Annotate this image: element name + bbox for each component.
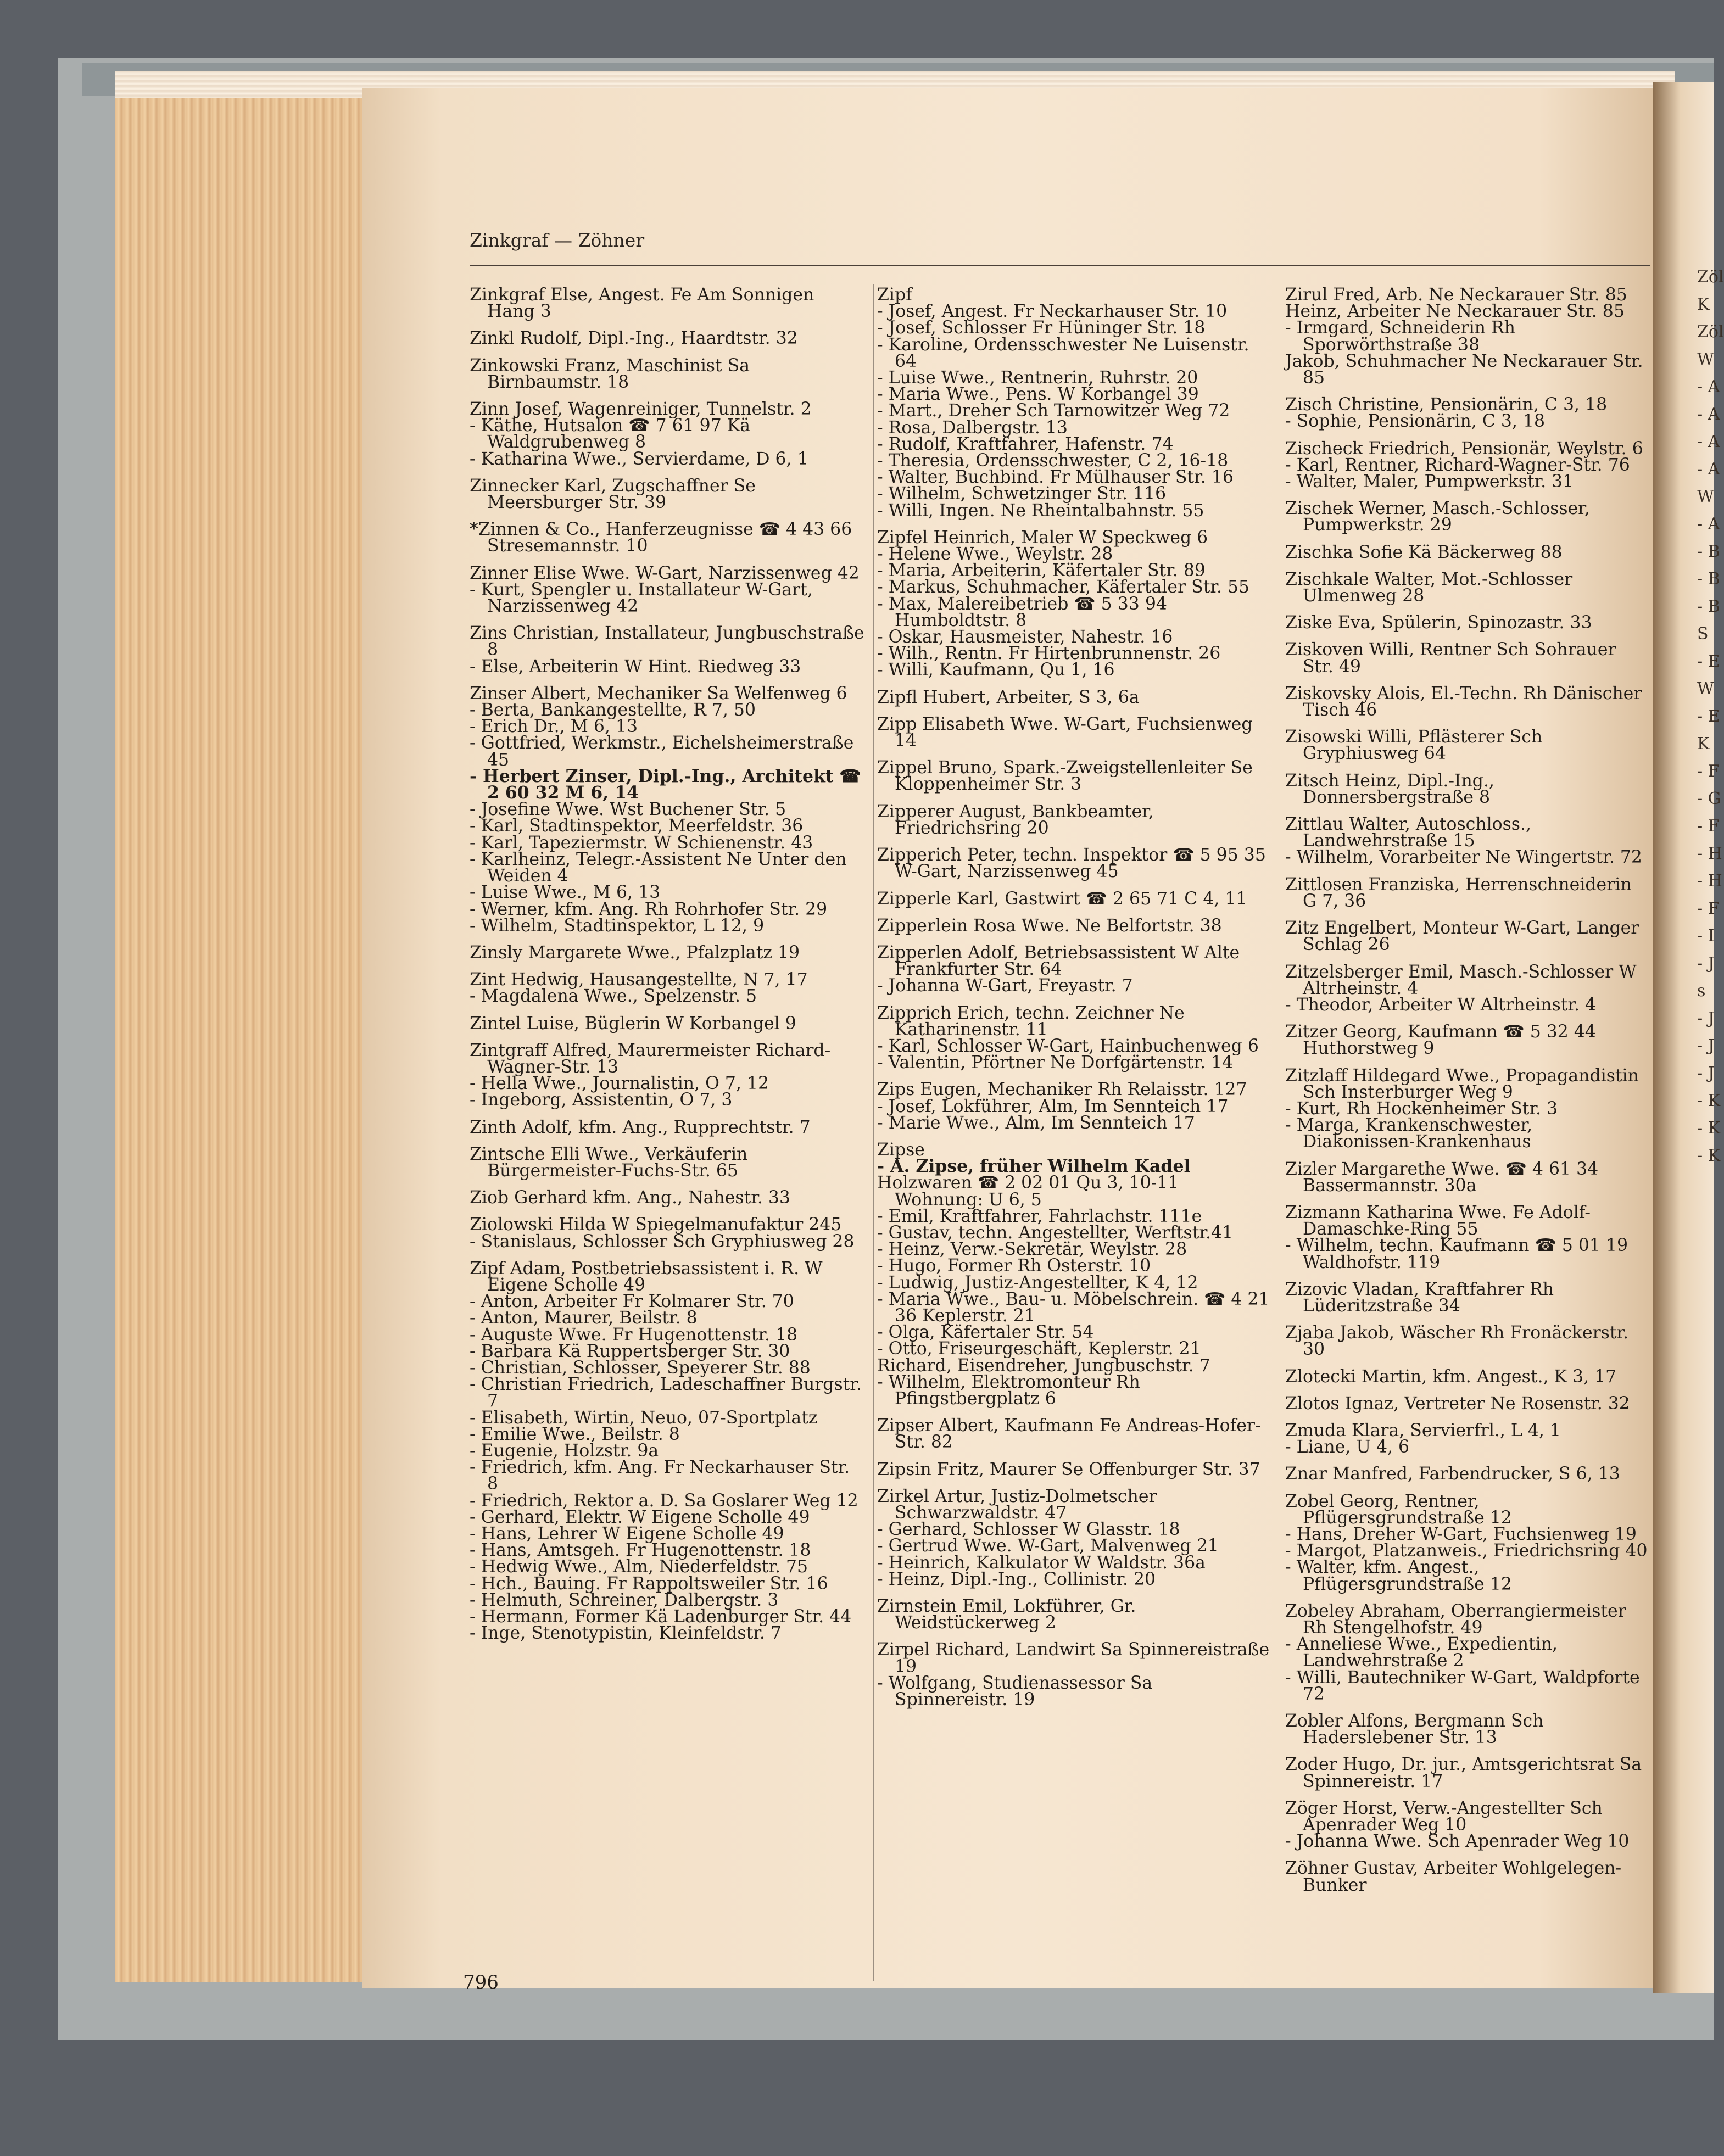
directory-entry: - Hermann, Former Kä Ladenburger Str. 44 xyxy=(470,1607,852,1627)
facing-page-line: - B xyxy=(1697,569,1720,589)
directory-entry: - Marga, Krankenschwester, Diakonissen-Krankenhaus xyxy=(1285,1115,1533,1152)
directory-entry: - Friedrich, Rektor a. D. Sa Goslarer Weg 12 xyxy=(470,1490,858,1511)
directory-entry: - Karl, Rentner, Richard-Wagner-Str. 76 xyxy=(1285,455,1630,475)
directory-entry: - Max, Malereibetrieb ☎ 5 33 94 Humboldtstr. 8 xyxy=(877,594,1167,630)
directory-entry: - Gerhard, Elektr. W Eigene Scholle 49 xyxy=(470,1507,810,1527)
column-divider xyxy=(873,284,874,1981)
directory-entry: Zitzelsberger Emil, Masch.-Schlosser W Altrheinstr. 4 xyxy=(1285,962,1637,998)
directory-entry: - Hella Wwe., Journalistin, O 7, 12 xyxy=(470,1074,769,1094)
directory-entry: Zmuda Klara, Servierfrl., L 4, 1 xyxy=(1285,1420,1561,1440)
directory-entry: Zirkel Artur, Justiz-Dolmetscher Schwarzwaldstr. 47 xyxy=(877,1486,1157,1523)
directory-entry: - Marie Wwe., Alm, Im Sennteich 17 xyxy=(877,1113,1195,1133)
directory-entry: Zlotos Ignaz, Vertreter Ne Rosenstr. 32 xyxy=(1285,1393,1630,1414)
directory-entry: Zitzlaff Hildegard Wwe., Propagandistin Sch Insterburger Weg 9 xyxy=(1285,1065,1639,1102)
page-edges xyxy=(115,88,373,1982)
directory-entry: - Käthe, Hutsalon ☎ 7 61 97 Kä Waldgrubenweg 8 xyxy=(470,416,751,453)
directory-entry: Heinz, Arbeiter Ne Neckarauer Str. 85 xyxy=(1285,301,1625,322)
facing-page-line: - A xyxy=(1697,460,1720,479)
directory-entry: Zintel Luise, Büglerin W Korbangel 9 xyxy=(470,1013,796,1034)
directory-entry: Zirnstein Emil, Lokführer, Gr. Weidstückerweg 2 xyxy=(877,1596,1136,1633)
directory-entry: Zirpel Richard, Landwirt Sa Spinnereistraße 19 xyxy=(877,1640,1270,1677)
directory-entry: - Erich Dr., M 6, 13 xyxy=(470,717,638,737)
facing-page-line: - H xyxy=(1697,872,1722,891)
facing-page-fragment xyxy=(1697,264,1724,1911)
directory-entry: - Wilhelm, Vorarbeiter Ne Wingertstr. 72 xyxy=(1285,847,1642,868)
directory-entry: - Heinz, Dipl.-Ing., Collinistr. 20 xyxy=(877,1569,1156,1589)
directory-entry: Zippel Bruno, Spark.-Zweigstellenleiter Se Kloppenheimer Str. 3 xyxy=(877,758,1253,795)
directory-entry: - Otto, Friseurgeschäft, Keplerstr. 21 xyxy=(877,1339,1201,1359)
header-rule xyxy=(470,265,1650,266)
facing-page-line: - K xyxy=(1697,1091,1721,1110)
facing-page-line: - A xyxy=(1697,432,1720,451)
directory-entry: - Theresia, Ordensschwester, C 2, 16-18 xyxy=(877,451,1229,471)
directory-entry: - Hugo, Former Rh Osterstr. 10 xyxy=(877,1256,1151,1276)
directory-entry: - Gottfried, Werkmstr., Eichelsheimerstraße 45 xyxy=(470,733,854,770)
directory-entry: - Emilie Wwe., Beilstr. 8 xyxy=(470,1424,680,1444)
facing-page-line: - J xyxy=(1697,954,1715,973)
directory-entry: Zischeck Friedrich, Pensionär, Weylstr. 6 xyxy=(1285,438,1643,459)
facing-page-line: S xyxy=(1697,624,1709,644)
directory-entry: - Hans, Dreher W-Gart, Fuchsienweg 19 xyxy=(1285,1524,1637,1544)
directory-column-3 xyxy=(1285,287,1648,1894)
directory-entry: Zint Hedwig, Hausangestellte, N 7, 17 xyxy=(470,970,808,990)
directory-entry: Zobeley Abraham, Oberrangiermeister Rh Stengelhofstr. 49 xyxy=(1285,1601,1626,1638)
directory-entry: - Kurt, Spengler u. Installateur W-Gart, Narzissenweg 42 xyxy=(470,579,813,617)
directory-entry: - Eugenie, Holzstr. 9a xyxy=(470,1440,659,1461)
directory-entry: Zipfl Hubert, Arbeiter, S 3, 6a xyxy=(877,687,1140,707)
directory-entry: - Heinrich, Kalkulator W Waldstr. 36a xyxy=(877,1552,1206,1573)
directory-entry: Zipp Elisabeth Wwe. W-Gart, Fuchsienweg 14 xyxy=(877,714,1253,751)
facing-page-line: - K xyxy=(1697,1119,1721,1138)
directory-entry: - Hans, Amtsgeh. Fr Hugenottenstr. 18 xyxy=(470,1540,811,1561)
directory-entry: - Margot, Platzanweis., Friedrichsring 40 xyxy=(1285,1541,1648,1561)
facing-page-line: - H xyxy=(1697,844,1722,863)
directory-entry: - Christian Friedrich, Ladeschaffner Burgstr. 7 xyxy=(470,1375,862,1411)
facing-page-line: W xyxy=(1697,487,1714,506)
directory-entry: - Herbert Zinser, Dipl.-Ing., Architekt ☎ 2 60 32 M 6, 14 xyxy=(470,766,861,803)
directory-entry: - Josef, Lokführer, Alm, Im Sennteich 17 xyxy=(877,1096,1229,1116)
directory-entry: - Karl, Schlosser W-Gart, Hainbuchenweg 6 xyxy=(877,1036,1259,1056)
directory-entry: Zipsin Fritz, Maurer Se Offenburger Str. 37 xyxy=(877,1459,1260,1479)
directory-entry: Zipperle Karl, Gastwirt ☎ 2 65 71 C 4, 11 xyxy=(877,889,1247,909)
directory-column-1 xyxy=(470,285,865,1644)
directory-entry: - Walter, kfm. Angest., Pflügersgrundstraße 12 xyxy=(1285,1557,1512,1594)
facing-page-line: Zöl xyxy=(1697,267,1724,287)
directory-entry: - Magdalena Wwe., Spelzenstr. 5 xyxy=(470,986,757,1007)
directory-entry: - Wilhelm, Schwetzinger Str. 116 xyxy=(877,484,1167,504)
directory-entry: - Hedwig Wwe., Alm, Niederfeldstr. 75 xyxy=(470,1557,808,1577)
directory-entry: - Olga, Käfertaler Str. 54 xyxy=(877,1322,1094,1343)
directory-entry: - Wilhelm, Stadtinspektor, L 12, 9 xyxy=(470,915,765,936)
facing-page-line: - F xyxy=(1697,817,1720,836)
running-head: Zinkgraf — Zöhner xyxy=(470,230,645,251)
directory-entry: Zipf xyxy=(877,285,912,305)
directory-entry: Zjaba Jakob, Wäscher Rh Fronäckerstr. 30 xyxy=(1285,1323,1629,1360)
directory-entry: Zipfel Heinrich, Maler W Speckweg 6 xyxy=(877,527,1208,548)
facing-page-line: - A xyxy=(1697,405,1720,424)
directory-entry: Zintgraff Alfred, Maurermeister Richard-Wagner-Str. 13 xyxy=(470,1040,831,1077)
directory-entry: - Johanna Wwe. Sch Apenrader Weg 10 xyxy=(1285,1831,1630,1852)
facing-page-line: - J xyxy=(1697,1009,1715,1028)
directory-entry: Zisch Christine, Pensionärin, C 3, 18 xyxy=(1285,395,1608,415)
directory-entry: Ziob Gerhard kfm. Ang., Nahestr. 33 xyxy=(470,1188,790,1208)
directory-entry: - Markus, Schuhmacher, Käfertaler Str. 55 xyxy=(877,577,1250,597)
directory-entry: Richard, Eisendreher, Jungbuschstr. 7 xyxy=(877,1355,1210,1376)
directory-entry: Zizmann Katharina Wwe. Fe Adolf-Damaschke-Ring 55 xyxy=(1285,1202,1591,1239)
directory-entry: - Josefine Wwe. Wst Buchener Str. 5 xyxy=(470,800,786,820)
directory-entry: Zinner Elise Wwe. W-Gart, Narzissenweg 42 xyxy=(470,563,860,583)
directory-entry: - Oskar, Hausmeister, Nahestr. 16 xyxy=(877,627,1173,647)
directory-entry: - Karoline, Ordensschwester Ne Luisenstr. 64 xyxy=(877,334,1249,371)
directory-entry: Ziskovsky Alois, El.-Techn. Rh Dänischer Tisch 46 xyxy=(1285,683,1642,720)
directory-entry: Zisowski Willi, Pflästerer Sch Gryphiusweg 64 xyxy=(1285,727,1543,764)
directory-entry: - Anton, Maurer, Beilstr. 8 xyxy=(470,1308,698,1328)
directory-column-2 xyxy=(877,287,1270,1708)
directory-entry: Zipprich Erich, techn. Zeichner Ne Katharinenstr. 11 xyxy=(877,1003,1185,1040)
directory-entry: - Walter, Maler, Pumpwerkstr. 31 xyxy=(1285,472,1574,492)
directory-entry: - Walter, Buchbind. Fr Mülhauser Str. 16 xyxy=(877,467,1234,488)
directory-entry: - Mart., Dreher Sch Tarnowitzer Weg 72 xyxy=(877,401,1230,421)
directory-entry: - Hch., Bauing. Fr Rappoltsweiler Str. 16 xyxy=(470,1573,828,1594)
directory-entry: Holzwaren ☎ 2 02 01 Qu 3, 10-11 Wohnung: U 6, 5 xyxy=(877,1173,1179,1210)
directory-entry: Ziske Eva, Spülerin, Spinozastr. 33 xyxy=(1285,613,1592,633)
directory-entry: Zipperich Peter, techn. Inspektor ☎ 5 95 35 W-Gart, Narzissenweg 45 xyxy=(877,845,1266,882)
facing-page-line: - A xyxy=(1697,515,1720,534)
directory-entry: - Maria, Arbeiterin, Käfertaler Str. 89 xyxy=(877,561,1206,581)
facing-page-line: Zöl xyxy=(1697,322,1724,342)
page-number: 796 xyxy=(463,1971,499,1993)
directory-entry: - Sophie, Pensionärin, C 3, 18 xyxy=(1285,411,1546,432)
facing-page-line: - E xyxy=(1697,652,1720,671)
directory-entry: Zinth Adolf, kfm. Ang., Rupprechtstr. 7 xyxy=(470,1117,811,1137)
directory-entry: - Willi, Kaufmann, Qu 1, 16 xyxy=(877,660,1115,680)
directory-entry: - Katharina Wwe., Servierdame, D 6, 1 xyxy=(470,449,808,469)
directory-entry: Zintsche Elli Wwe., Verkäuferin Bürgermeister-Fuchs-Str. 65 xyxy=(470,1144,748,1181)
directory-entry: - Luise Wwe., M 6, 13 xyxy=(470,882,661,903)
directory-entry: - Auguste Wwe. Fr Hugenottenstr. 18 xyxy=(470,1325,798,1345)
directory-entry: - Christian, Schlosser, Speyerer Str. 88 xyxy=(470,1358,811,1378)
directory-entry: Zischek Werner, Masch.-Schlosser, Pumpwerkstr. 29 xyxy=(1285,499,1590,535)
facing-page-line: - I xyxy=(1697,926,1715,946)
directory-entry: - Wolfgang, Studienassessor Sa Spinnereistr. 19 xyxy=(877,1673,1153,1710)
facing-page-line: - B xyxy=(1697,597,1720,616)
directory-entry: Zizovic Vladan, Kraftfahrer Rh Lüderitzstraße 34 xyxy=(1285,1279,1554,1316)
directory-entry: - Irmgard, Schneiderin Rh Sporwörthstraße 38 xyxy=(1285,318,1515,355)
directory-entry: Zitz Engelbert, Monteur W-Gart, Langer Schlag 26 xyxy=(1285,918,1639,955)
facing-page-line: - F xyxy=(1697,762,1720,781)
directory-entry: Zittlau Walter, Autoschloss., Landwehrstraße 15 xyxy=(1285,814,1531,851)
directory-entry: Zobler Alfons, Bergmann Sch Haderslebener Str. 13 xyxy=(1285,1711,1544,1748)
directory-entry: - Barbara Kä Ruppertsberger Str. 30 xyxy=(470,1341,790,1361)
directory-entry: Zitsch Heinz, Dipl.-Ing., Donnersbergstraße 8 xyxy=(1285,770,1494,807)
directory-entry: - Wilhelm, Elektromonteur Rh Pfingstbergplatz 6 xyxy=(877,1372,1140,1409)
directory-entry: - Heinz, Verw.-Sekretär, Weylstr. 28 xyxy=(877,1239,1187,1260)
directory-entry: - Ingeborg, Assistentin, O 7, 3 xyxy=(470,1090,733,1110)
directory-entry: Znar Manfred, Farbendrucker, S 6, 13 xyxy=(1285,1464,1620,1484)
facing-page-line: K xyxy=(1697,734,1710,753)
directory-entry: - Gustav, techn. Angestellter, Werftstr.41 xyxy=(877,1222,1234,1243)
directory-entry: Jakob, Schuhmacher Ne Neckarauer Str. 85 xyxy=(1285,351,1643,388)
directory-entry: - Hans, Lehrer W Eigene Scholle 49 xyxy=(470,1524,784,1544)
directory-entry: Zinn Josef, Wagenreiniger, Tunnelstr. 2 xyxy=(470,399,812,420)
facing-page-line: W xyxy=(1697,679,1714,699)
directory-entry: Zipperlein Rosa Wwe. Ne Belfortstr. 38 xyxy=(877,915,1222,936)
directory-entry: - Anton, Arbeiter Fr Kolmarer Str. 70 xyxy=(470,1292,794,1312)
directory-entry: - Karlheinz, Telegr.-Assistent Ne Unter den Weiden 4 xyxy=(470,849,847,886)
directory-entry: - Karl, Tapeziermstr. W Schienenstr. 43 xyxy=(470,833,813,853)
directory-entry: Ziolowski Hilda W Spiegelmanufaktur 245 xyxy=(470,1215,842,1235)
facing-page-line: - A xyxy=(1697,377,1720,396)
directory-entry: - A. Zipse, früher Wilhelm Kadel xyxy=(877,1156,1191,1177)
directory-entry: Zips Eugen, Mechaniker Rh Relaisstr. 127 xyxy=(877,1080,1247,1100)
directory-entry: - Emil, Kraftfahrer, Fahrlachstr. 111e xyxy=(877,1206,1202,1226)
directory-entry: Zipperlen Adolf, Betriebsassistent W Alte Frankfurter Str. 64 xyxy=(877,942,1240,980)
directory-entry: - Gerhard, Schlosser W Glasstr. 18 xyxy=(877,1520,1180,1540)
directory-entry: - Wilhelm, techn. Kaufmann ☎ 5 01 19 Waldhofstr. 119 xyxy=(1285,1236,1628,1272)
facing-page-line: - F xyxy=(1697,899,1720,918)
facing-page-line: s xyxy=(1697,981,1706,1001)
directory-entry: - Karl, Stadtinspektor, Meerfeldstr. 36 xyxy=(470,816,804,836)
directory-entry: - Rudolf, Kraftfahrer, Hafenstr. 74 xyxy=(877,434,1174,454)
directory-entry: - Valentin, Pförtner Ne Dorfgärtenstr. 14 xyxy=(877,1053,1234,1073)
directory-entry: Zins Christian, Installateur, Jungbuschstraße 8 xyxy=(470,623,864,660)
facing-page-line: - J xyxy=(1697,1064,1715,1083)
directory-entry: Zischkale Walter, Mot.-Schlosser Ulmenweg 28 xyxy=(1285,569,1573,606)
facing-page-line: K xyxy=(1697,295,1710,314)
directory-entry: Zinkgraf Else, Angest. Fe Am Sonnigen Hang 3 xyxy=(470,285,814,322)
directory-entry: - Maria Wwe., Bau- u. Möbelschrein. ☎ 4 21 36 Keplerstr. 21 xyxy=(877,1289,1270,1326)
directory-entry: Ziskoven Willi, Rentner Sch Sohrauer Str. 49 xyxy=(1285,640,1616,677)
directory-entry: Zobel Georg, Rentner, Pflügersgrundstraße 12 xyxy=(1285,1491,1512,1528)
directory-entry: - Willi, Bautechniker W-Gart, Waldpforte 72 xyxy=(1285,1667,1640,1704)
directory-entry: Zinkowski Franz, Maschinist Sa Birnbaumstr. 18 xyxy=(470,355,750,392)
directory-entry: - Helene Wwe., Weylstr. 28 xyxy=(877,544,1113,565)
directory-entry: - Luise Wwe., Rentnerin, Ruhrstr. 20 xyxy=(877,368,1198,388)
directory-entry: - Kurt, Rh Hockenheimer Str. 3 xyxy=(1285,1098,1558,1119)
directory-entry: - Anneliese Wwe., Expedientin, Landwehrstraße 2 xyxy=(1285,1634,1558,1671)
directory-entry: - Josef, Schlosser Fr Hüninger Str. 18 xyxy=(877,318,1206,338)
directory-entry: - Stanislaus, Schlosser Sch Gryphiusweg 28 xyxy=(470,1231,855,1252)
facing-page-line: - B xyxy=(1697,542,1720,561)
directory-entry: Zinkl Rudolf, Dipl.-Ing., Haardtstr. 32 xyxy=(470,328,798,349)
facing-page-line: - E xyxy=(1697,707,1720,726)
directory-entry: Zinsly Margarete Wwe., Pfalzplatz 19 xyxy=(470,942,800,963)
directory-entry: - Maria Wwe., Pens. W Korbangel 39 xyxy=(877,384,1199,405)
directory-entry: - Berta, Bankangestellte, R 7, 50 xyxy=(470,700,756,720)
directory-entry: Zittlosen Franziska, Herrenschneiderin G 7, 36 xyxy=(1285,874,1632,911)
directory-entry: Zlotecki Martin, kfm. Angest., K 3, 17 xyxy=(1285,1366,1617,1387)
directory-entry: Zirul Fred, Arb. Ne Neckarauer Str. 85 xyxy=(1285,285,1627,305)
directory-entry: Zizler Margarethe Wwe. ☎ 4 61 34 Bassermannstr. 30a xyxy=(1285,1159,1599,1196)
directory-entry: Zipf Adam, Postbetriebsassistent i. R. W Eigene Scholle 49 xyxy=(470,1258,823,1295)
directory-entry: - Friedrich, kfm. Ang. Fr Neckarhauser Str. 8 xyxy=(470,1457,850,1494)
directory-entry: Zöhner Gustav, Arbeiter Wohlgelegen-Bunker xyxy=(1285,1858,1622,1895)
directory-entry: Zitzer Georg, Kaufmann ☎ 5 32 44 Huthorstweg 9 xyxy=(1285,1022,1596,1059)
directory-entry: - Inge, Stenotypistin, Kleinfeldstr. 7 xyxy=(470,1623,782,1644)
directory-entry: Zischka Sofie Kä Bäckerweg 88 xyxy=(1285,542,1563,562)
facing-page-line: - G xyxy=(1697,789,1721,808)
directory-entry: - Rosa, Dalbergstr. 13 xyxy=(877,417,1068,438)
directory-entry: - Helmuth, Schreiner, Dalbergstr. 3 xyxy=(470,1590,779,1610)
directory-entry: Zipse xyxy=(877,1140,925,1160)
directory-entry: - Willi, Ingen. Ne Rheintalbahnstr. 55 xyxy=(877,500,1204,521)
directory-entry: Zöger Horst, Verw.-Angestellter Sch Apenrader Weg 10 xyxy=(1285,1798,1603,1835)
directory-entry: - Ludwig, Justiz-Angestellter, K 4, 12 xyxy=(877,1272,1198,1293)
directory-entry: - Gertrud Wwe. W-Gart, Malvenweg 21 xyxy=(877,1536,1219,1556)
directory-entry: - Josef, Angest. Fr Neckarhauser Str. 10 xyxy=(877,301,1228,322)
directory-entry: - Liane, U 4, 6 xyxy=(1285,1437,1410,1457)
facing-page-line: - K xyxy=(1697,1146,1721,1165)
directory-entry: *Zinnen & Co., Hanferzeugnisse ☎ 4 43 66 Stresemannstr. 10 xyxy=(470,520,852,556)
directory-entry: Zinnecker Karl, Zugschaffner Se Meersburger Str. 39 xyxy=(470,476,756,513)
directory-entry: - Werner, kfm. Ang. Rh Rohrhofer Str. 29 xyxy=(470,899,828,919)
directory-entry: Zipser Albert, Kaufmann Fe Andreas-Hofer-Str. 82 xyxy=(877,1416,1261,1453)
directory-entry: - Else, Arbeiterin W Hint. Riedweg 33 xyxy=(470,656,801,677)
directory-entry: Zipperer August, Bankbeamter, Friedrichsring 20 xyxy=(877,801,1154,838)
directory-entry: - Elisabeth, Wirtin, Neuo, 07-Sportplatz xyxy=(470,1407,818,1428)
facing-page-line: - J xyxy=(1697,1036,1715,1055)
facing-page-line: W xyxy=(1697,350,1714,369)
directory-entry: - Wilh., Rentn. Fr Hirtenbrunnenstr. 26 xyxy=(877,644,1221,664)
directory-entry: - Johanna W-Gart, Freyastr. 7 xyxy=(877,976,1133,996)
directory-entry: Zoder Hugo, Dr. jur., Amtsgerichtsrat Sa Spinnereistr. 17 xyxy=(1285,1755,1642,1791)
directory-entry: Zinser Albert, Mechaniker Sa Welfenweg 6 xyxy=(470,683,847,703)
directory-entry: - Theodor, Arbeiter W Altrheinstr. 4 xyxy=(1285,995,1597,1015)
